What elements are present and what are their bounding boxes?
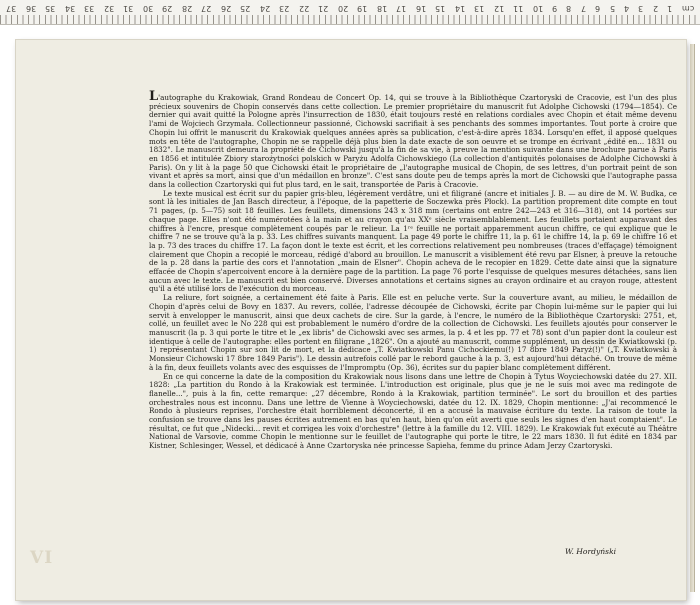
ruler-number: 3 — [638, 4, 644, 13]
ruler-number: 2 — [652, 4, 658, 13]
ruler-number: 1 — [667, 4, 673, 13]
paragraph-1 — [149, 89, 677, 190]
drop-cap: L — [149, 89, 159, 104]
ruler-number: 34 — [64, 4, 75, 13]
ruler-number: 27 — [201, 4, 212, 13]
ruler-number: 9 — [552, 4, 558, 13]
paragraph-3: La reliure, fort soignée, a certainement été faite à Paris. Elle est en peluche verte. Sur la couverture avant, au milieu, le médaillon de Chopin d'après celui de Bovy en 1837. Au revers, collée, l'adresse découpée de Cichowski, écrite par Chopin lui-même sur le papier qui lui servit à envelopper le manuscrit, ainsi que deux cachets de cire. Sur la garde, à l'encre, le numéro de la Bibliothèque Czartoryski: 2751, et, collé, un feuillet avec le No 228 qui est probablement le numéro d'ordre de la collection de Cichowski. Les feuillets ajoutés pour conserver le manuscrit (la p. 3 qui porte le titre et le „ex libris" de Cichowski avec ses armes, la p. 4 et les pp. 77 et 78) sont d'un papier dont la couleur est identique à celle de l'autographe: elles portent en filigrane „1826". On a ajouté au manuscrit, comme supplément, un dessin de Kwiatkowski (p. 1) représentant Chopin sur son lit de mort, et la dédicace „T. Kwiatkowski Panu Cichockiemu(!) 17 8bre 1849 Paryż(!)" („T. Kwiatkowski à Monsieur Cichowski 17 8bre 1849 Paris"). Le dessin autrefois collé par le rebord gauche à la p. 3, est aujourd'hui détaché. On trouve de même à la fin, deux feuillets volants avec des esquisses de l'Impromptu (Op. 36), écrites sur du papier blanc complètement différent. — [149, 293, 677, 372]
paragraph-4: En ce qui concerne la date de la composition du Krakowiak nous lisons dans une lettre de Chopin à Tytus Woyciechowski datée du 27. XII. 1828: „La partition du Rondo à la Krakowiak est terminée. L'introduction est originale, plus que je ne le suis moi avec ma redingote de flanelle...", puis à la fin, cette remarque: „27 décembre, Rondo à la Krakowiak, partition terminée". Le sort du brouillon et des parties orchestrales nous est inconnu. Dans une lettre de Vienne à Woyciechowski, datée du 12. IX. 1829, Chopin mentionne: „J'ai recommencé le Rondo à plusieurs reprises, l'orchestre était horriblement déconcerté, il en a accusé la mauvaise écriture du texte. La raison de toute la confusion se trouve dans les pauses écrites autrement en bas qu'en haut, bien qu'on eût averti que seuls les signes d'en haut comptaient". Le résultat, ce fut que „Nidecki... revit et corrigea les voix d'orchestre" (lettre à la famille du 12. VIII. 1829). Le Krakowiak fut exécuté au Théâtre National de Varsovie, comme Chopin le mentionne sur le feuillet de l'autographe qui porte le titre, le 22 mars 1830. Il fut édité en 1834 par Kistner, Schlesinger, Wessel, et dédicacé à Anne Czartoryska née princesse Sapieha, femme du prince Adam Jerzy Czartoryski. — [149, 371, 677, 451]
ruler-number: 28 — [181, 4, 192, 13]
ruler-number: 15 — [435, 4, 446, 13]
ruler-number: 8 — [566, 4, 572, 13]
ruler-number: 11 — [513, 4, 524, 13]
page-number: VI — [30, 548, 54, 568]
ruler-number: 16 — [415, 4, 426, 13]
ruler-number: 19 — [357, 4, 368, 13]
ruler-number: 29 — [162, 4, 173, 13]
ruler-number: 18 — [376, 4, 387, 13]
ruler-number: 37 — [6, 4, 17, 13]
ruler-number: 10 — [532, 4, 543, 13]
ruler-number: 20 — [337, 4, 348, 13]
ruler-number: 31 — [123, 4, 134, 13]
ruler-number: 22 — [298, 4, 309, 13]
paragraph-text: 'autographe du Krakowiak, Grand Rondeau de Concert Op. 14, qui se trouve à la Bibliothèque Czartoryski de Cracovie, est l'un des plus précieux souvenirs de Chopin conservés dans cette collection. Le premier propriétaire du manuscrit fut Adolphe Cichowski (1794—1854). Ce dernier qui avait quitté la Pologne après l'insurrection de 1830, était toujours resté en relations cordiales avec Chopin et était même devenu l'ami de Wojciech Grzymała. Collectionneur passionné, Cichowski sacrifiait à ses penchants des sommes importantes. Tout porte à croire que Chopin lui offrit le manuscrit du Krakowiak quelques années après sa publication, c'est-à-dire après 1834. Lorsqu'en effet, il apposé quelques mots en tête de l'autographe, Chopin ne se rappelle déjà plus bien la date exacte de son oeuvre et se trompe en écrivant „édité en... 1831 ou 1832". Le manuscrit demeura la propriété de Cichowski jusqu'à la fin de sa vie, à preuve la mention suivante dans une brochure parue à Paris en 1856 et intitulée Zbiory starożytności polskich w Paryżu Adolfa Cichowskiego (La collection d'antiquités polonaises de Adolphe Cichowski à Paris). On y lit à la page 50 que Cichowski était le propriétaire de „l'autographe musical de Chopin, de ses lettres, d'un portrait peint de son vivant et après sa mort, ainsi que d'un médaillon en bronze". C'est sans doute peu de temps après la mort de Cichowski que l'autographe passa dans la collection Czartoryski qui fut plus tard, en le sait, transportée de Paris à Cracovie. — [149, 93, 677, 190]
ruler-number: 4 — [624, 4, 630, 13]
ruler-number: 32 — [103, 4, 114, 13]
ruler-number: 7 — [580, 4, 586, 13]
ruler-number: 35 — [45, 4, 56, 13]
ruler-number: 5 — [609, 4, 615, 13]
ruler-number: 21 — [318, 4, 329, 13]
ruler-ticks — [0, 15, 700, 24]
paragraph-2: Le texte musical est écrit sur du papier gris-bleu, légèrement verdâtre, uni et filigrané (ancre et initiales J. B. — au dire de M. W. Budka, ce sont là les initiales de Jan Basch directeur, à l'époque, de la papetterie de Soczewka près Płock). La partition proprement dite compte en tout 71 pages, (p. 5—75) soit 18 feuilles. Les feuillets, dimensions 243 x 318 mm (certains ont entre 242—243 et 316—318), ont 14 portées sur chaque page. Elles n'ont été numérotées à la main et au crayon qu'au XXᵉ siècle vraisemblablement. Les feuillets portaient auparavant des chiffres à l'encre, presque complètement coupés par le relieur. La 1ʳᵉ feuille ne portait apparemment aucun chiffre, ce qui explique que le chiffre 7 ne se trouve qu'à la p. 33. Les chiffres suivants manquent. La page 49 porte le chiffre 11, la p. 61 le chiffre 14, la p. 69 le chiffre 16 et la p. 73 des traces du chiffre 17. La façon dont le texte est écrit, et les corrections relativement peu nombreuses (traces d'effaçage) témoignent clairement que Chopin a recopié le morceau, rédigé d'abord au brouillon. Le manuscrit a visiblement été revu par Elsner, à preuve la retouche de la p. 28 dans la partie des cors et l'annotation „main de Elsner". Chopin acheva de le recopier en 1829. Cette date ainsi que la signature effacée de Chopin s'apercoivent encore à la dernière page de la partition. La page 76 porte l'esquisse de quelques mesures détachées, sans lien aucun avec le texte. Le manuscrit est bien conservé. Diverses annotations et certains signes au crayon ordinaire et au crayon rouge, attestent qu'il a été utilisé lors de l'exécution du morceau. — [149, 188, 677, 294]
ruler-number: 24 — [259, 4, 270, 13]
page-edge — [690, 44, 694, 592]
article-body — [149, 89, 677, 451]
ruler-number: 30 — [142, 4, 153, 13]
ruler-number: 13 — [474, 4, 485, 13]
ruler-number: 26 — [220, 4, 231, 13]
ruler-number: 23 — [279, 4, 290, 13]
ruler-number: cm — [681, 4, 694, 13]
ruler-numbers — [0, 1, 700, 13]
ruler-number: 33 — [84, 4, 95, 13]
ruler-number: 6 — [595, 4, 601, 13]
measuring-ruler — [0, 0, 700, 25]
ruler-number: 14 — [454, 4, 465, 13]
ruler-number: 36 — [25, 4, 36, 13]
ruler-number: 12 — [493, 4, 504, 13]
author-signature: W. Hordyński — [565, 547, 617, 556]
ruler-number: 17 — [396, 4, 407, 13]
ruler-number: 25 — [240, 4, 251, 13]
